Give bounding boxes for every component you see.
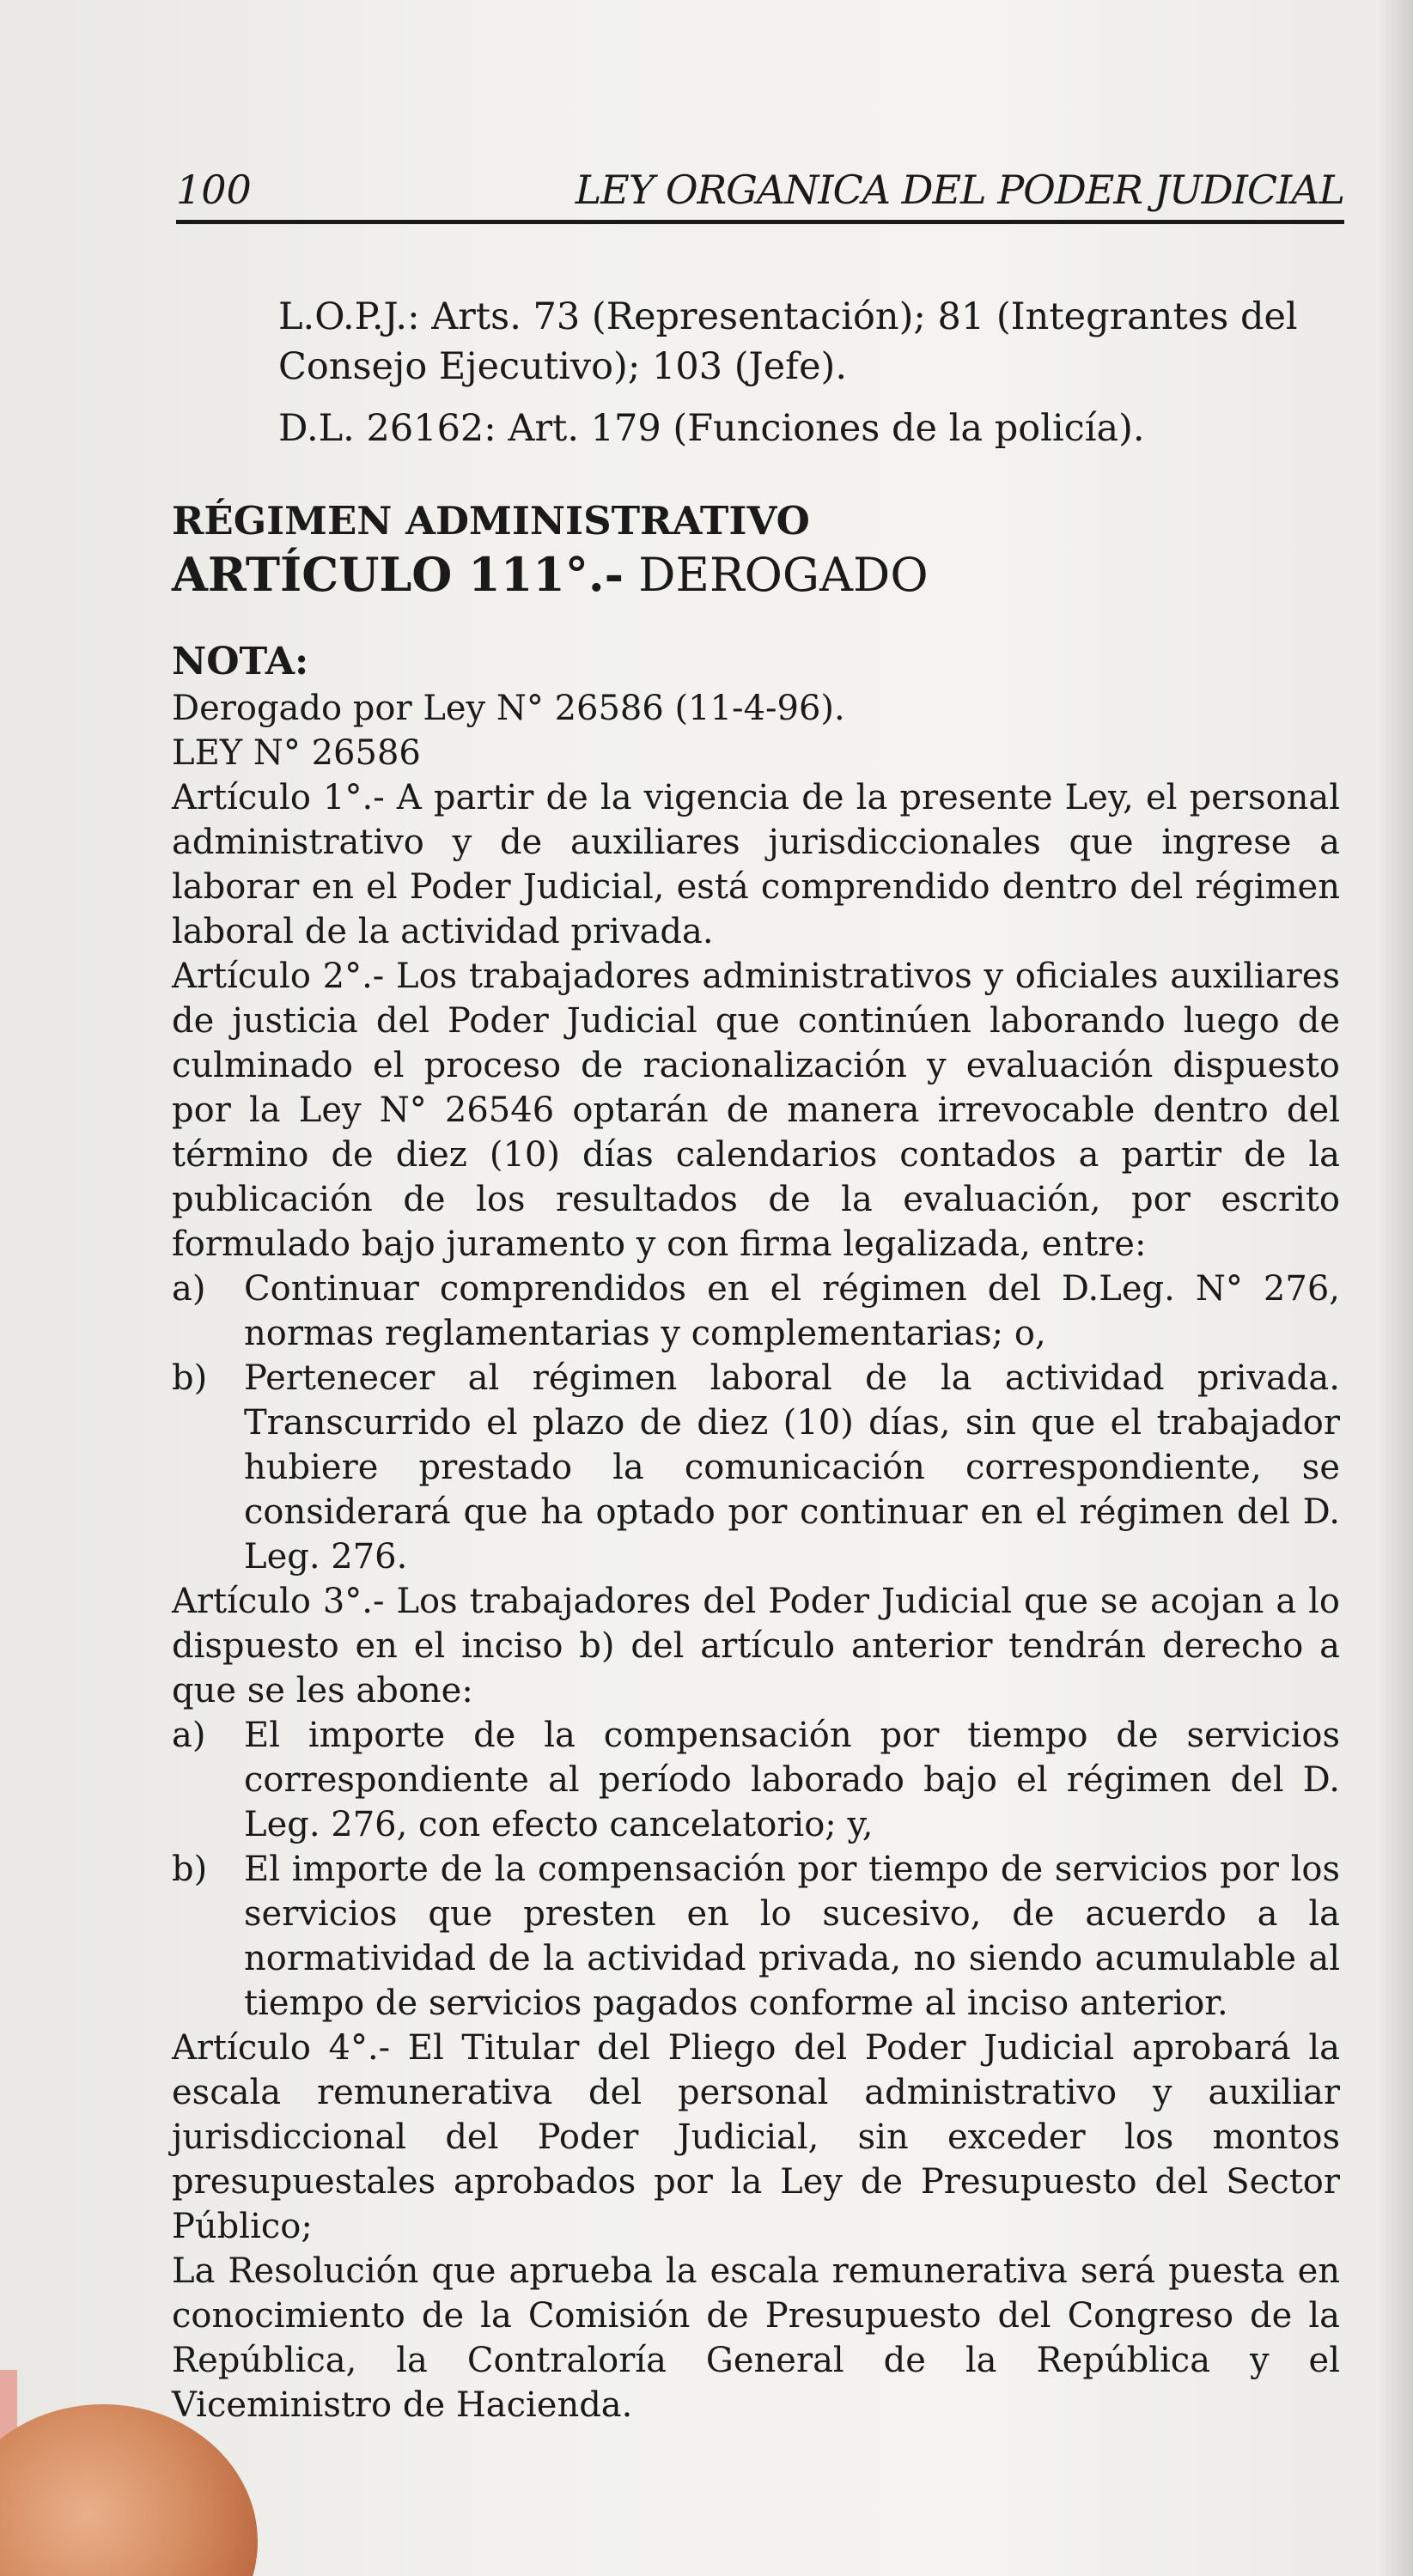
article-2-intro: Artículo 2°.- Los trabajadores administrativos y oficiales auxiliares de justicia del Poder Judicial que continúen laborando luego de culminado el proceso de racionalización y evaluación dispuesto por la Ley N° 26546 optarán de manera irrevocable dentro del término de diez (10) días calendarios contados a partir de la publicación de los resultados de la evaluación, por escrito formulado bajo juramento y con firma legalizada, entre: <box>172 957 1340 1264</box>
page-edge-shadow <box>1379 0 1413 2576</box>
article-4-paragraph-2: La Resolución que aprueba la escala remunerativa será puesta en conocimiento de la Comisión de Presupuesto del Congreso de la República, la Contraloría General de la República y el Viceministro de Hacienda. <box>172 2251 1340 2425</box>
page-header <box>176 160 1344 224</box>
article-heading <box>172 546 1340 604</box>
list-text: Pertenecer al régimen laboral de la actividad privada. Transcurrido el plazo de diez (10) días, sin que el trabajador hubiere prestado la comunicación correspondiente, se considerará que ha optado por continuar en el régimen del D. Leg. 276. <box>244 1358 1340 1577</box>
list-text: Continuar comprendidos en el régimen del D.Leg. N° 276, normas reglamentarias y complementarias; o, <box>244 1269 1340 1353</box>
list-text: El importe de la compensación por tiempo de servicios correspondiente al período laborado bajo el régimen del D. Leg. 276, con efecto cancelatorio; y, <box>244 1716 1340 1844</box>
list-marker: b) <box>172 1850 208 1889</box>
nota-line-law: LEY N° 26586 <box>172 733 421 773</box>
article-2-item-a <box>172 1267 1340 1356</box>
article-3-intro: Artículo 3°.- Los trabajadores del Poder Judicial que se acojan a lo dispuesto en el inciso b) del artículo anterior tendrán derecho a que se les abone: <box>172 1582 1340 1710</box>
article-2-item-b <box>172 1356 1340 1579</box>
article-label: ARTÍCULO 111°.- <box>172 547 624 602</box>
nota-label: NOTA: <box>172 640 309 683</box>
page-number: 100 <box>176 167 252 213</box>
list-marker: a) <box>172 1269 206 1309</box>
nota-line-derogation: Derogado por Ley N° 26586 (11-4-96). <box>172 689 845 728</box>
list-marker: a) <box>172 1716 206 1755</box>
article-1: Artículo 1°.- A partir de la vigencia de la presente Ley, el personal administrativo y de auxiliares jurisdiccionales que ingrese a laborar en el Poder Judicial, está comprendido dentro del régimen laboral de la actividad privada. <box>172 778 1340 951</box>
thumb-in-frame <box>0 2404 258 2576</box>
reference-dl: D.L. 26162: Art. 179 (Funciones de la policía). <box>278 407 1145 450</box>
article-4-paragraph-1: Artículo 4°.- El Titular del Pliego del Poder Judicial aprobará la escala remunerativa del personal administrativo y auxiliar jurisdiccional del Poder Judicial, sin exceder los montos presupuestales aprobados por la Ley de Presupuesto del Sector Público; <box>172 2028 1340 2246</box>
list-marker: b) <box>172 1358 208 1398</box>
reference-lopj: L.O.P.J.: Arts. 73 (Representación); 81 (Integrantes del Consejo Ejecutivo); 103 (Jefe). <box>278 295 1298 388</box>
page-content <box>172 292 1340 2427</box>
article-status: DEROGADO <box>624 548 929 602</box>
running-head: LEY ORGANICA DEL PODER JUDICIAL <box>575 167 1344 213</box>
list-text: El importe de la compensación por tiempo de servicios por los servicios que presten en lo sucesivo, de acuerdo a la normatividad de la actividad privada, no siendo acumulable al tiempo de servicios pagados conforme al inciso anterior. <box>244 1850 1340 2023</box>
article-3-item-b <box>172 1847 1340 2026</box>
section-heading: RÉGIMEN ADMINISTRATIVO <box>172 498 810 544</box>
article-3-item-a <box>172 1713 1340 1847</box>
